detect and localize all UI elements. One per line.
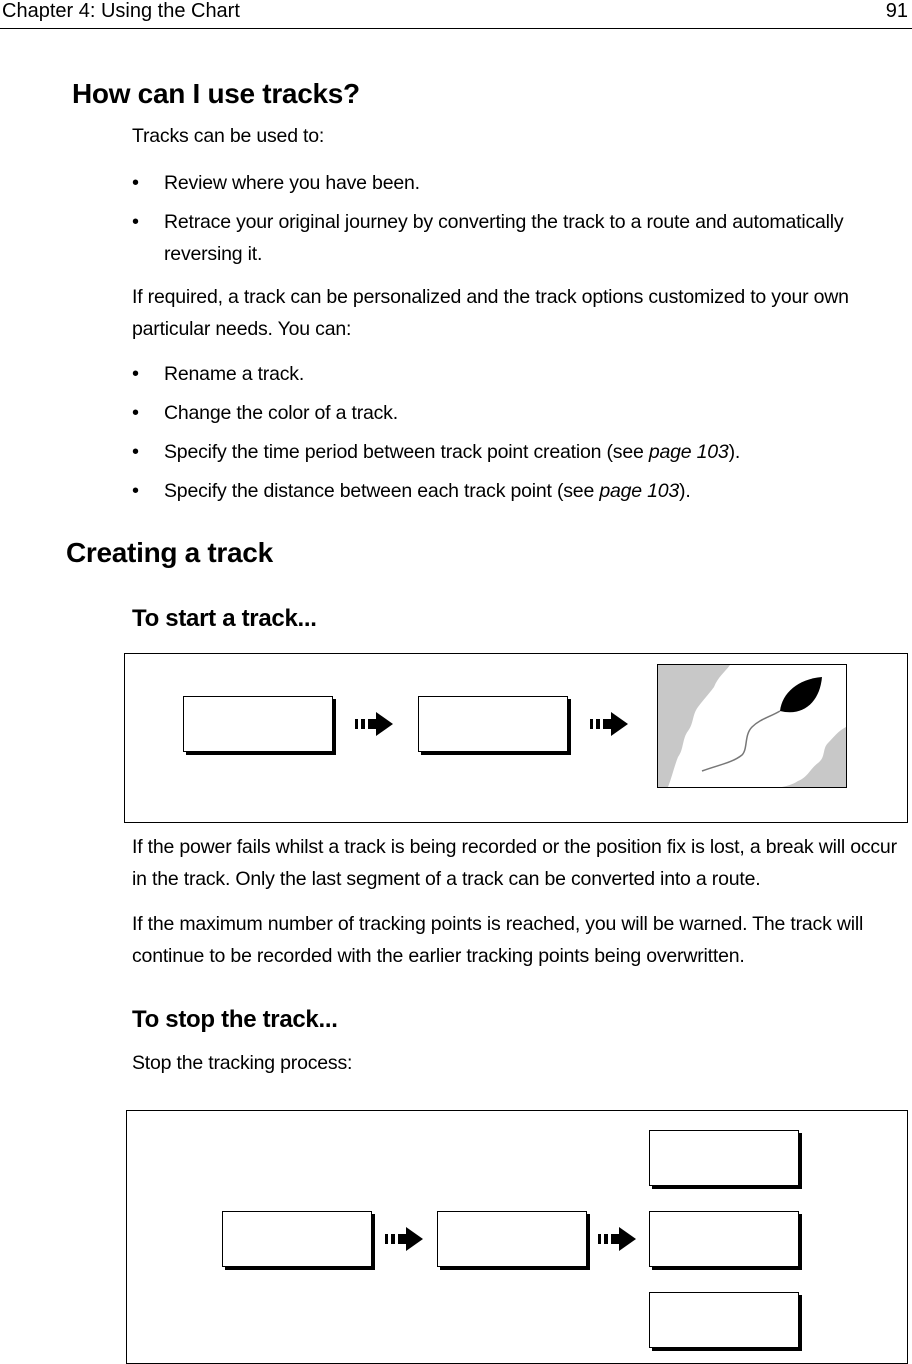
track-line (702, 711, 780, 771)
option-time-text: Specify the time period between track point creation (see (164, 441, 649, 463)
soft-key-box (418, 696, 568, 752)
list-item (132, 436, 908, 468)
start-track-diagram (124, 653, 908, 823)
header-rule (0, 28, 912, 29)
option-time-tail: ). (728, 441, 741, 463)
arrow-right-icon (355, 710, 395, 738)
power-fail-paragraph: If the power fails whilst a track is being recorded or the position fix is lost, a break will occur in the track. Only the last segment of a track can be converted into a route. (132, 836, 897, 890)
stop-intro: Stop the tracking process: (132, 1052, 353, 1074)
list-item: • Review where you have been. (132, 167, 908, 199)
tracks-intro: Tracks can be used to: (132, 125, 325, 147)
chart-track-illustration (657, 664, 847, 788)
list-item (132, 475, 908, 507)
list-item: • Rename a track. (132, 358, 908, 390)
boat-icon (780, 677, 822, 712)
arrow-right-icon (598, 1225, 638, 1253)
option-distance-text: Specify the distance between each track point (see (164, 480, 600, 502)
heading-use-tracks: How can I use tracks? (72, 78, 360, 109)
heading-start-track: To start a track... (132, 605, 317, 632)
soft-key-box (649, 1292, 799, 1348)
page-number: 91 (885, 0, 908, 22)
max-points-paragraph: If the maximum number of tracking points is reached, you will be warned. The track will continue to be recorded with the earlier tracking points being overwritten. (132, 913, 864, 967)
heading-stop-track: To stop the track... (132, 1006, 338, 1033)
options-list (132, 358, 908, 514)
soft-key-box (183, 696, 333, 752)
stop-track-diagram (126, 1110, 908, 1364)
soft-key-box (649, 1211, 799, 1267)
page-reference-link[interactable]: page 103 (599, 480, 680, 502)
list-item: • Retrace your original journey by converting the track to a route and automatically reversing it. (132, 206, 908, 270)
soft-key-box (437, 1211, 587, 1267)
personalize-paragraph: If required, a track can be personalized and the track options customized to your own particular needs. You can: (132, 286, 849, 340)
arrow-right-icon (590, 710, 630, 738)
coastline-left (658, 665, 730, 787)
heading-creating-track: Creating a track (66, 537, 273, 568)
page-reference-link[interactable]: page 103 (648, 441, 729, 463)
soft-key-box (649, 1130, 799, 1186)
chapter-title: Chapter 4: Using the Chart (2, 0, 240, 22)
option-distance-tail: ). (679, 480, 691, 502)
uses-list (132, 167, 908, 277)
list-item: • Change the color of a track. (132, 397, 908, 429)
arrow-right-icon (385, 1225, 425, 1253)
coastline-right (782, 727, 846, 787)
soft-key-box (222, 1211, 372, 1267)
